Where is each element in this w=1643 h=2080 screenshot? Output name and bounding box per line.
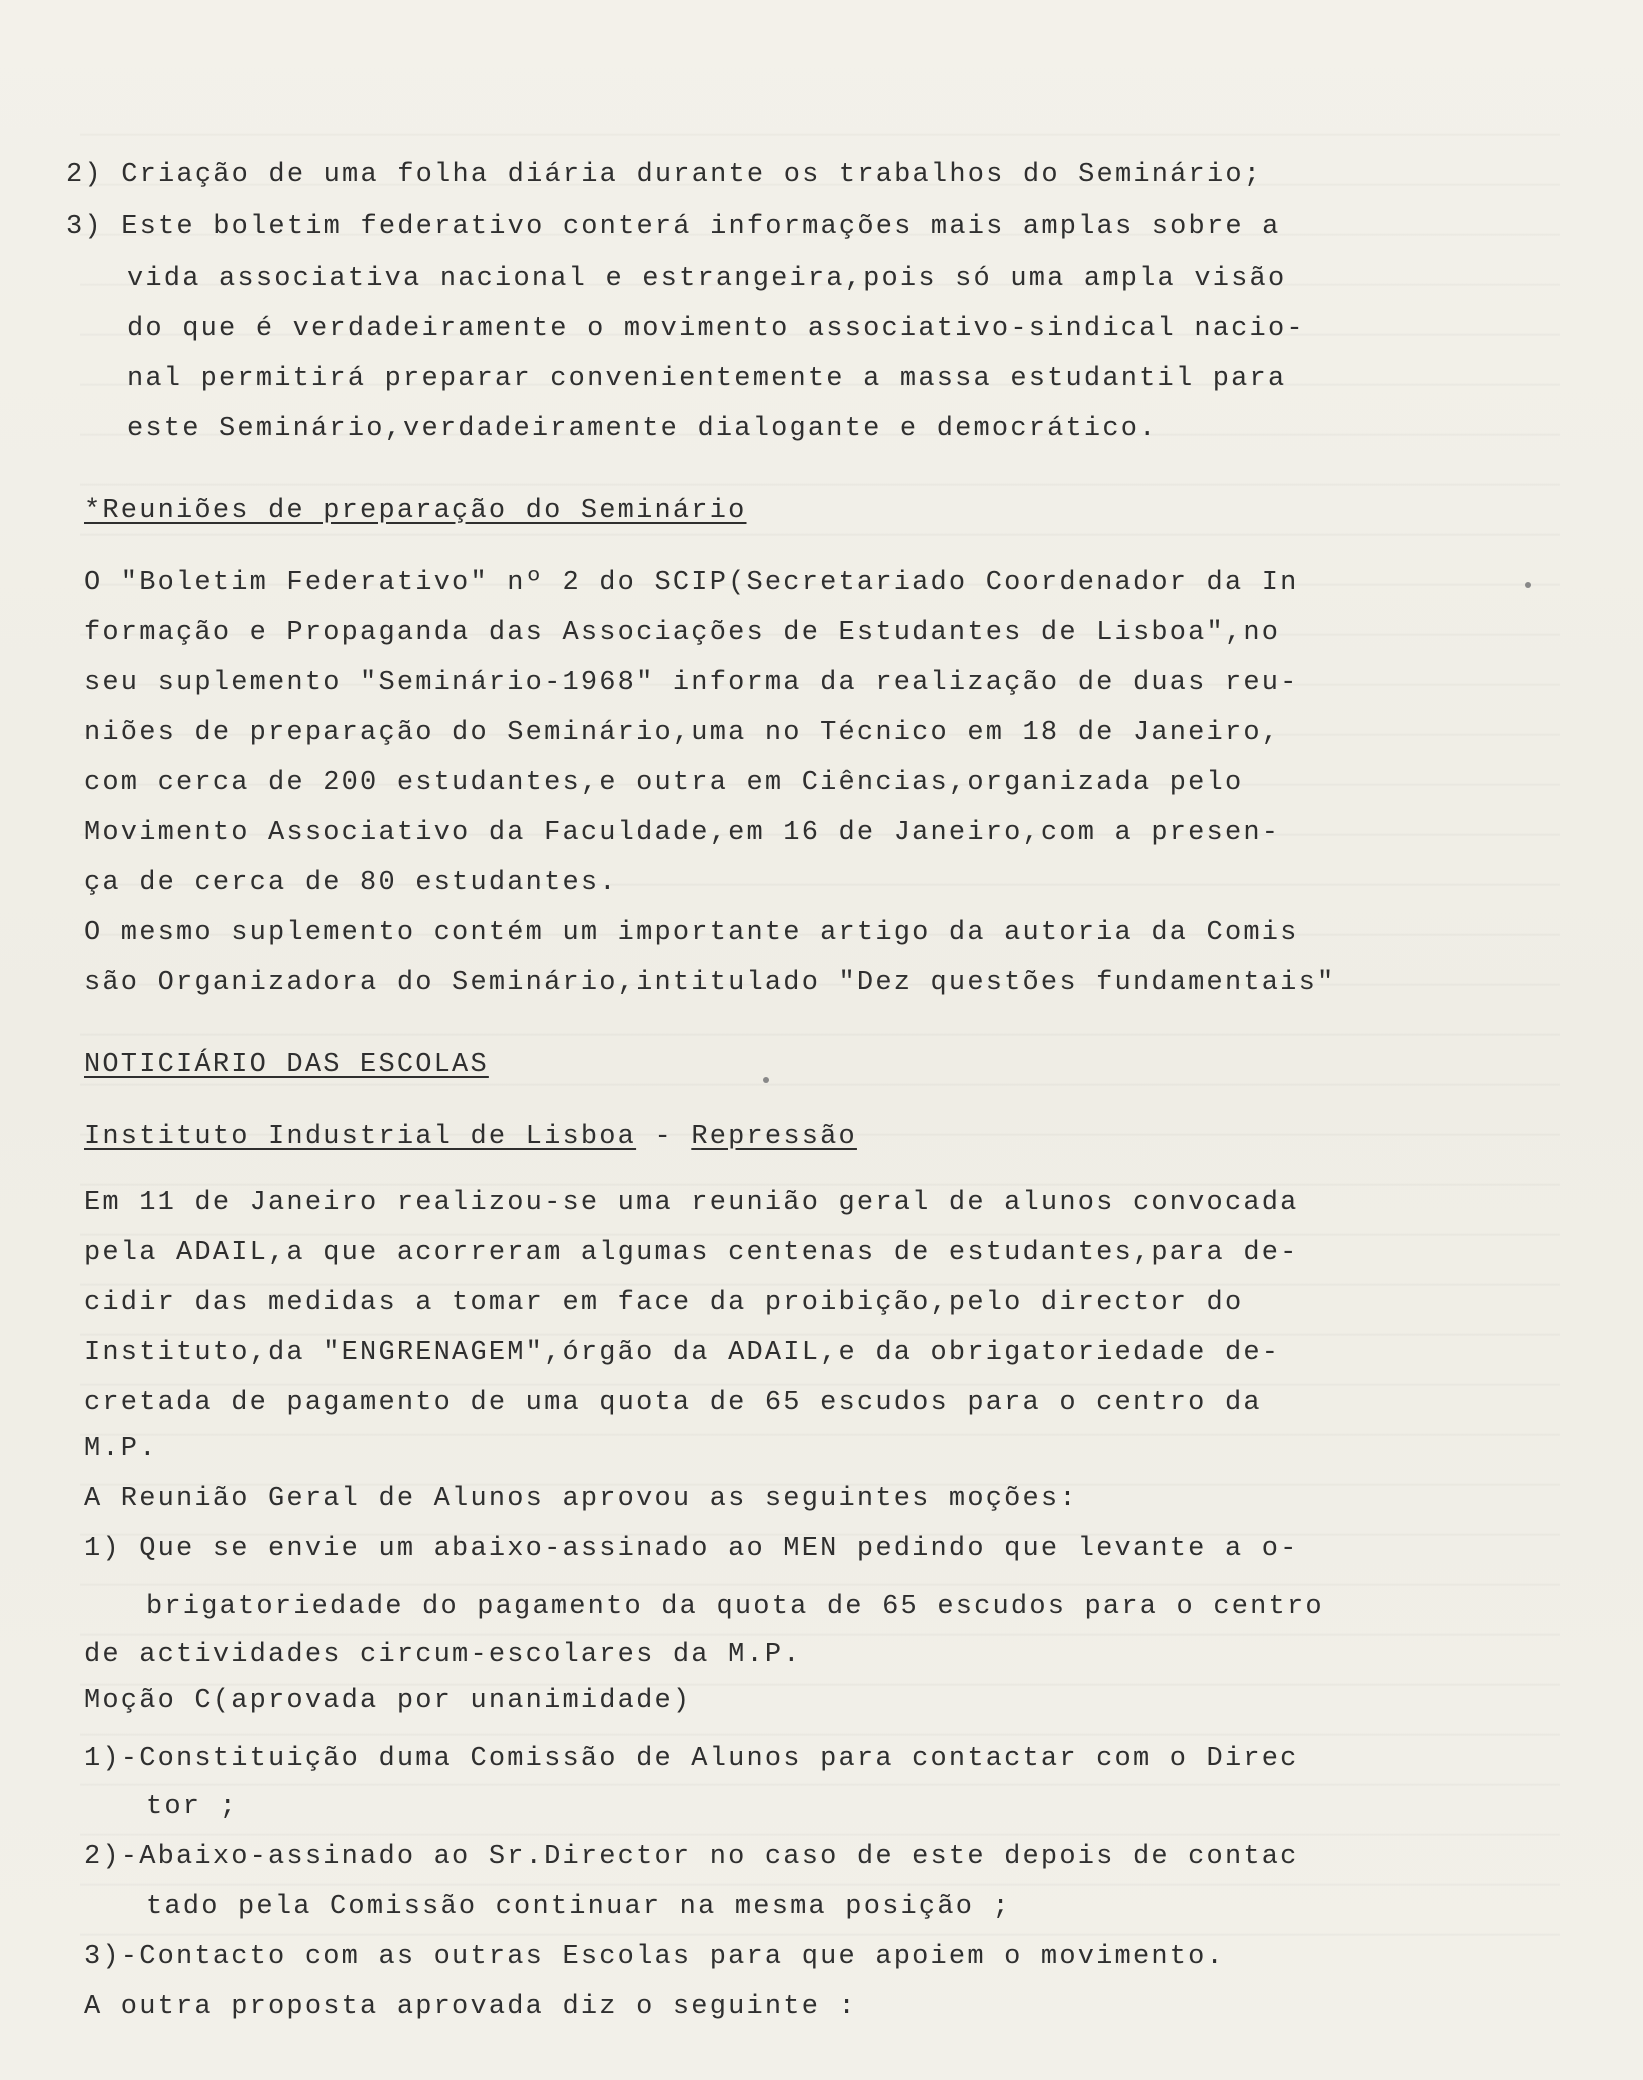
paragraph-line: cidir das medidas a tomar em face da proibição,pelo director do — [84, 1288, 1244, 1318]
paragraph-line: nal permitirá preparar convenientemente a massa estudantil para — [127, 364, 1287, 394]
section-heading-meetings: *Reuniões de preparação do Seminário — [84, 496, 747, 526]
paragraph-line: pela ADAIL,a que acorreram algumas centenas de estudantes,para de- — [84, 1238, 1299, 1268]
paragraph-line: brigatoriedade do pagamento da quota de 65 escudos para o centro — [146, 1592, 1324, 1622]
paragraph-line: O mesmo suplemento contém um importante artigo da autoria da Comis — [84, 918, 1299, 948]
paragraph-line: do que é verdadeiramente o movimento associativo-sindical nacio- — [127, 314, 1305, 344]
paragraph-line: Em 11 de Janeiro realizou-se uma reunião geral de alunos convocada — [84, 1188, 1299, 1218]
paragraph-line: este Seminário,verdadeiramente dialogante e democrático. — [127, 414, 1158, 444]
motion-c-heading: Moção C(aprovada por unanimidade) — [84, 1686, 692, 1716]
paragraph-line: ça de cerca de 80 estudantes. — [84, 868, 618, 898]
paragraph-line: Movimento Associativo da Faculdade,em 16 de Janeiro,com a presen- — [84, 818, 1281, 848]
paragraph-line: são Organizadora do Seminário,intitulado "Dez questões fundamentais" — [84, 968, 1336, 998]
paragraph-line: com cerca de 200 estudantes,e outra em Ciências,organizada pelo — [84, 768, 1244, 798]
paragraph-line: tor ; — [146, 1792, 239, 1822]
paragraph-line: cretada de pagamento de uma quota de 65 escudos para o centro da — [84, 1388, 1262, 1418]
paragraph-line: formação e Propaganda das Associações de Estudantes de Lisboa",no — [84, 618, 1281, 648]
paragraph-line: A outra proposta aprovada diz o seguinte : — [84, 1992, 857, 2022]
paragraph-line: niões de preparação do Seminário,uma no Técnico em 18 de Janeiro, — [84, 718, 1281, 748]
paragraph-line: Instituto,da "ENGRENAGEM",órgão da ADAIL,e da obrigatoriedade de- — [84, 1338, 1281, 1368]
motion-c-item-2: 2)-Abaixo-assinado ao Sr.Director no caso de este depois de contac — [84, 1842, 1299, 1872]
paragraph-line: M.P. — [84, 1434, 158, 1464]
section-heading-news: NOTICIÁRIO DAS ESCOLAS — [84, 1050, 489, 1080]
item-2-daily-sheet: 2) Criação de uma folha diária durante os trabalhos do Seminário; — [66, 160, 1263, 190]
subheading-repression: Repressão — [691, 1122, 857, 1152]
paragraph-line: O "Boletim Federativo" nº 2 do SCIP(Secretariado Coordenador da In — [84, 568, 1299, 598]
motion-c-item-1: 1)-Constituição duma Comissão de Alunos para contactar com o Direc — [84, 1744, 1299, 1774]
paragraph-line: de actividades circum-escolares da M.P. — [84, 1640, 802, 1670]
paragraph-line: vida associativa nacional e estrangeira,pois só uma ampla visão — [127, 264, 1287, 294]
motion-item-1: 1) Que se envie um abaixo-assinado ao MEN pedindo que levante a o- — [84, 1534, 1299, 1564]
item-3-bulletin: 3) Este boletim federativo conterá informações mais amplas sobre a — [66, 212, 1281, 242]
ink-speck — [1525, 582, 1531, 588]
paragraph-line: A Reunião Geral de Alunos aprovou as seguintes moções: — [84, 1484, 1078, 1514]
subheading-institute: Instituto Industrial de Lisboa - Repressão — [84, 1122, 857, 1152]
paragraph-line: seu suplemento "Seminário-1968" informa da realização de duas reu- — [84, 668, 1299, 698]
subheading-institute-name: Instituto Industrial de Lisboa — [84, 1122, 637, 1152]
ink-speck — [763, 1077, 769, 1083]
motion-c-item-3: 3)-Contacto com as outras Escolas para que apoiem o movimento. — [84, 1942, 1225, 1972]
paragraph-line: tado pela Comissão continuar na mesma posição ; — [146, 1892, 1011, 1922]
